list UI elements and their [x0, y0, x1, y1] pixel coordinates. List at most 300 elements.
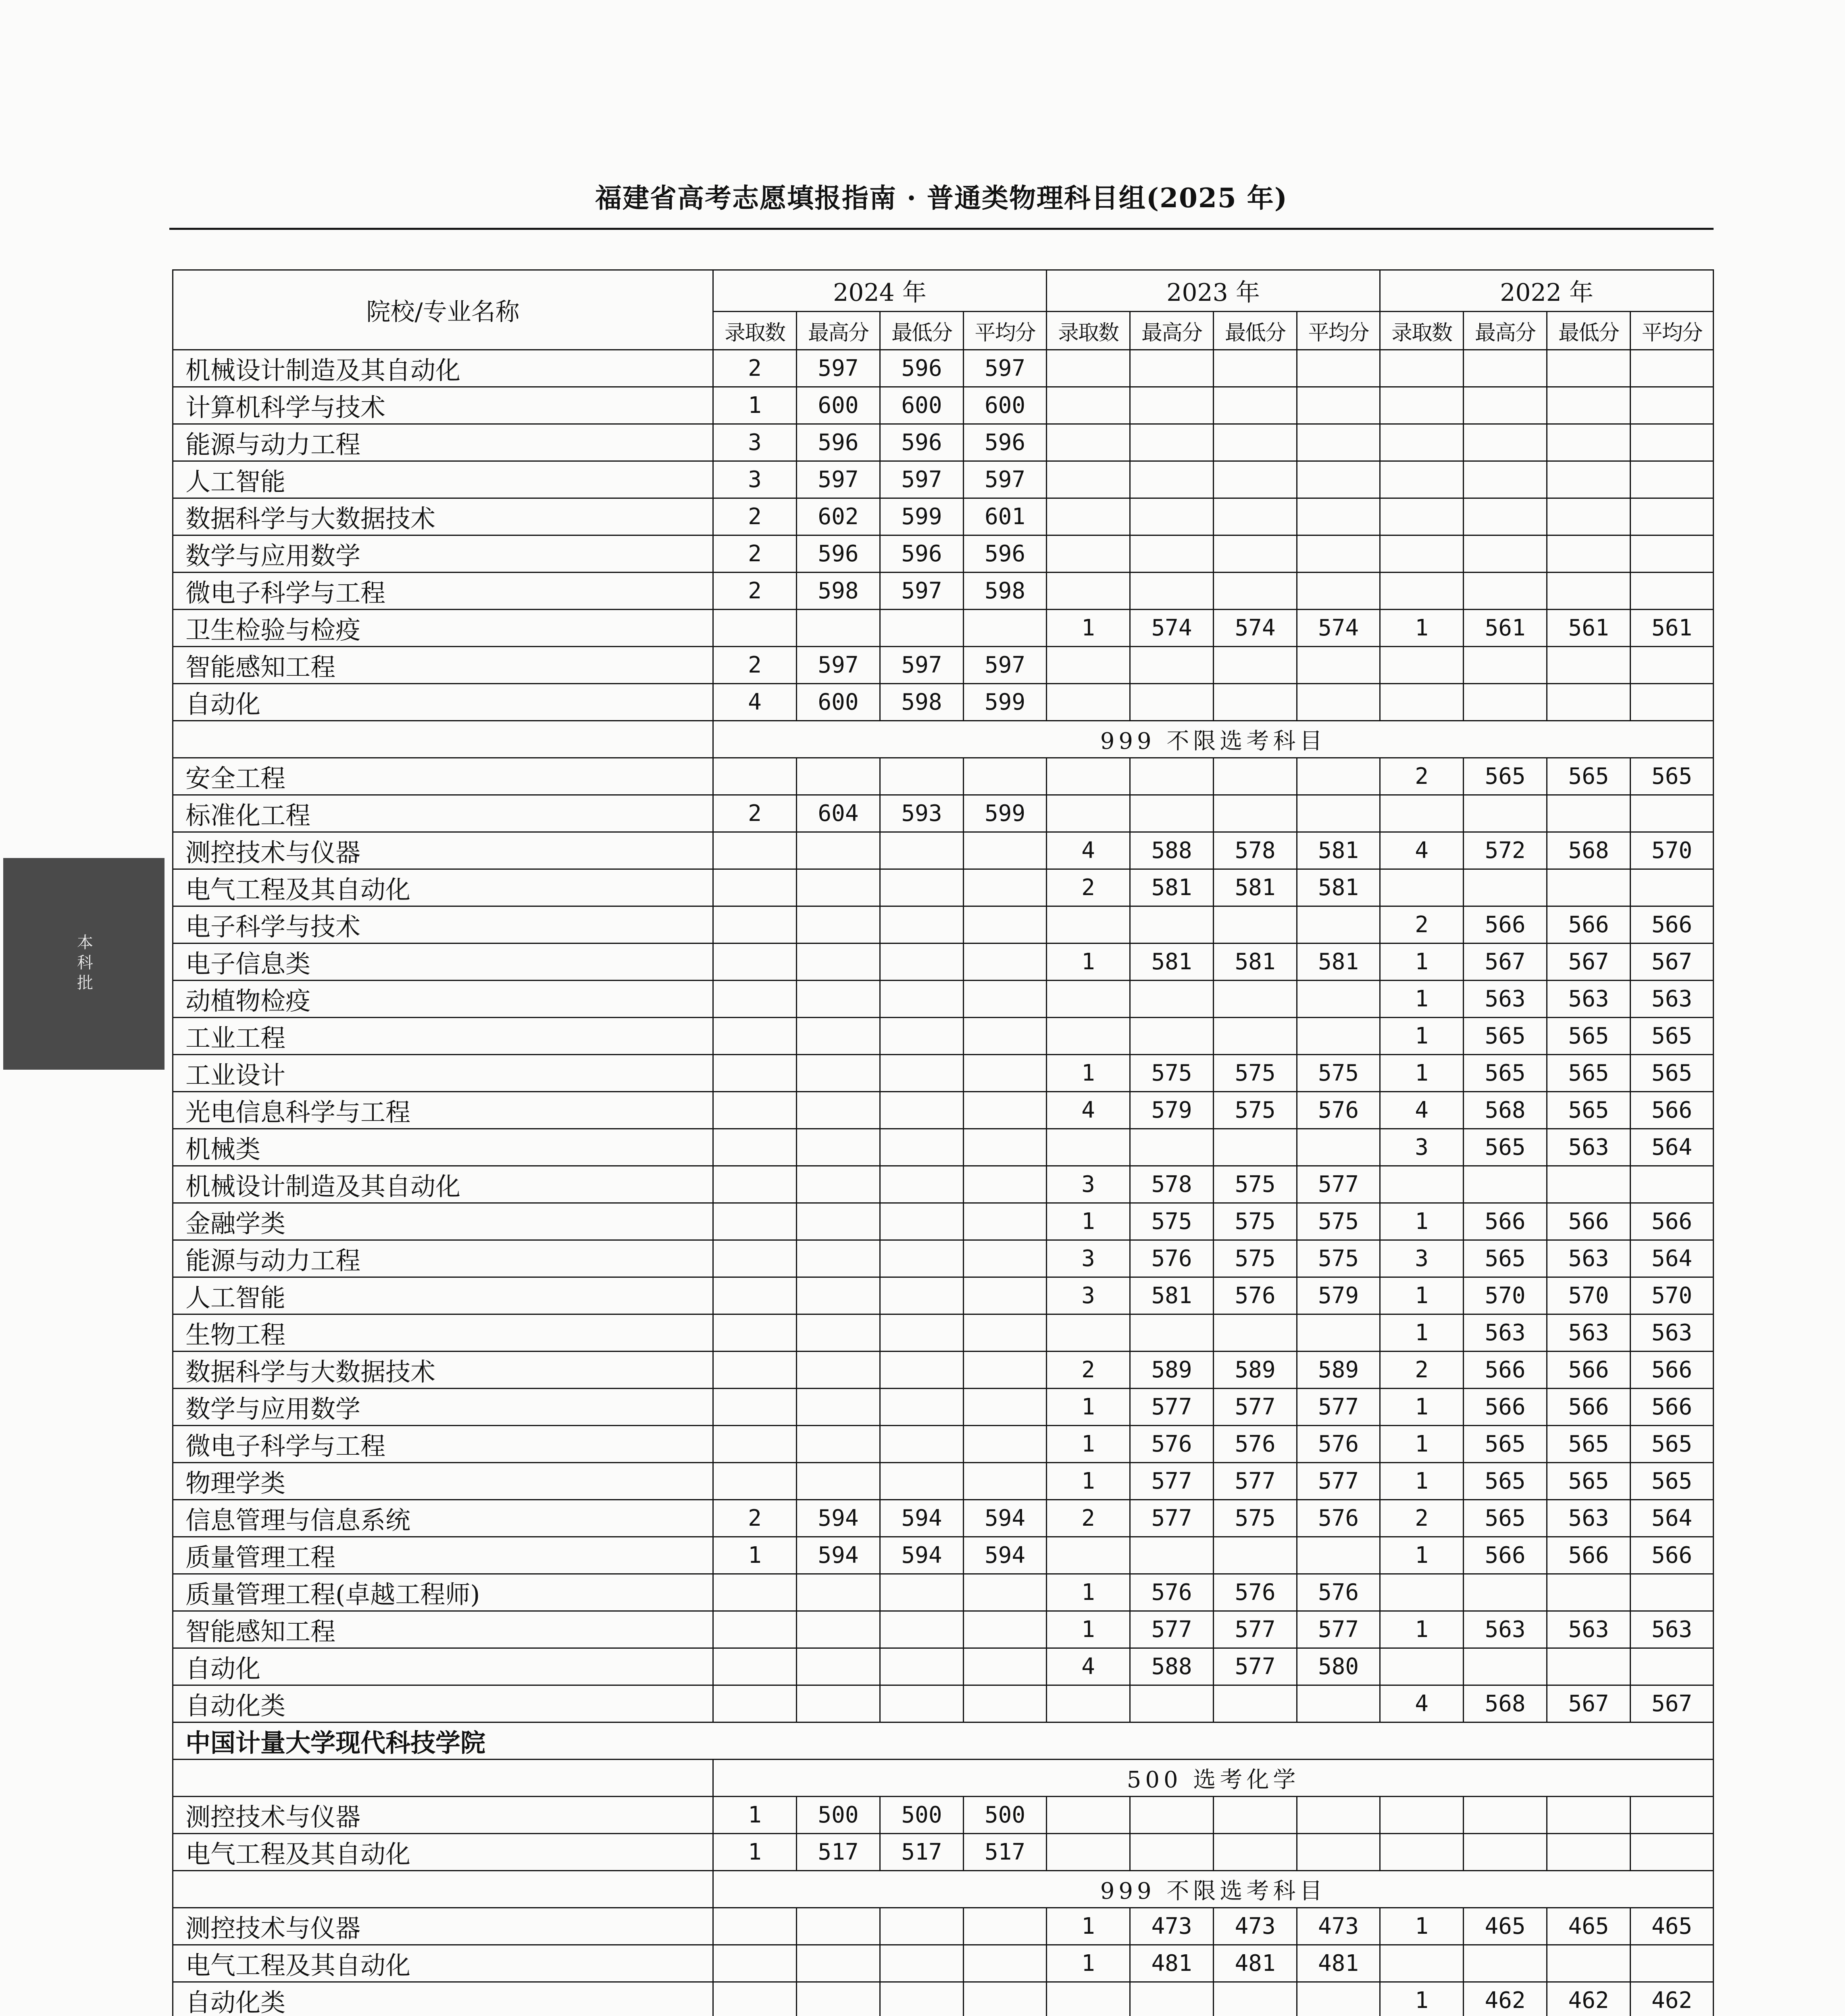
score-cell	[964, 1611, 1047, 1648]
score-cell: 578	[1214, 832, 1297, 869]
score-cell	[964, 1203, 1047, 1240]
score-cell: 462	[1631, 1982, 1714, 2016]
major-name: 电气工程及其自动化	[173, 1834, 713, 1871]
score-cell: 581	[1297, 869, 1380, 906]
score-cell	[797, 1018, 880, 1055]
score-cell: 576	[1130, 1426, 1214, 1463]
score-cell	[1547, 1574, 1631, 1611]
score-cell: 575	[1297, 1055, 1380, 1092]
score-cell	[797, 832, 880, 869]
score-cell	[1214, 424, 1297, 461]
score-cell	[1380, 1166, 1464, 1203]
score-cell: 1	[1047, 610, 1130, 647]
score-cell	[1547, 1834, 1631, 1871]
metric-header: 录取数	[713, 312, 797, 350]
score-cell	[880, 1018, 964, 1055]
score-cell	[1214, 1314, 1297, 1352]
score-cell	[1631, 461, 1714, 498]
score-cell	[1297, 1018, 1380, 1055]
metric-header: 平均分	[964, 312, 1047, 350]
score-cell: 566	[1547, 1203, 1631, 1240]
score-cell	[797, 1463, 880, 1500]
score-cell	[1297, 1314, 1380, 1352]
score-cell: 564	[1631, 1129, 1714, 1166]
major-name: 工业工程	[173, 1018, 713, 1055]
score-cell	[713, 1574, 797, 1611]
score-cell	[1047, 1834, 1130, 1871]
empty-cell	[173, 1760, 713, 1797]
score-cell	[880, 1314, 964, 1352]
score-cell	[1214, 535, 1297, 573]
major-name: 数据科学与大数据技术	[173, 498, 713, 535]
score-cell	[1297, 535, 1380, 573]
major-name: 质量管理工程	[173, 1537, 713, 1574]
score-cell	[1214, 1537, 1297, 1574]
score-cell	[964, 1426, 1047, 1463]
score-cell	[1047, 647, 1130, 684]
score-cell	[1380, 461, 1464, 498]
score-cell: 1	[1047, 1203, 1130, 1240]
metric-header: 最高分	[1130, 312, 1214, 350]
score-cell: 577	[1214, 1611, 1297, 1648]
score-cell	[880, 1277, 964, 1314]
score-cell	[964, 906, 1047, 943]
score-cell	[1547, 1797, 1631, 1834]
score-cell	[713, 1203, 797, 1240]
score-cell	[880, 1203, 964, 1240]
metric-header: 录取数	[1380, 312, 1464, 350]
score-cell: 594	[797, 1500, 880, 1537]
score-cell: 597	[880, 573, 964, 610]
score-cell: 577	[1130, 1463, 1214, 1500]
score-cell	[1464, 424, 1547, 461]
score-cell: 576	[1297, 1500, 1380, 1537]
metric-header: 最低分	[1547, 312, 1631, 350]
major-name: 测控技术与仪器	[173, 1797, 713, 1834]
major-name: 机械设计制造及其自动化	[173, 350, 713, 387]
score-cell: 576	[1297, 1092, 1380, 1129]
score-cell: 565	[1464, 1129, 1547, 1166]
score-cell: 575	[1130, 1055, 1214, 1092]
metric-header: 最低分	[880, 312, 964, 350]
table-row	[173, 461, 1714, 498]
score-cell	[713, 1129, 797, 1166]
score-cell: 2	[713, 1500, 797, 1537]
score-cell: 600	[880, 387, 964, 424]
school-name: 中国计量大学现代科技学院	[173, 1722, 1714, 1760]
score-cell	[1214, 1797, 1297, 1834]
score-cell: 1	[1380, 1055, 1464, 1092]
score-cell: 565	[1547, 1426, 1631, 1463]
score-cell: 581	[1130, 943, 1214, 981]
score-cell: 1	[1047, 1611, 1130, 1648]
score-cell: 597	[880, 461, 964, 498]
score-cell: 598	[880, 684, 964, 721]
score-cell: 594	[964, 1537, 1047, 1574]
major-name: 动植物检疫	[173, 981, 713, 1018]
score-cell: 570	[1631, 1277, 1714, 1314]
score-cell	[713, 943, 797, 981]
score-cell: 566	[1631, 1537, 1714, 1574]
table-row	[173, 535, 1714, 573]
score-cell: 563	[1464, 981, 1547, 1018]
score-cell: 570	[1631, 832, 1714, 869]
score-cell: 1	[1380, 981, 1464, 1018]
score-cell	[964, 1389, 1047, 1426]
score-cell	[1631, 1574, 1714, 1611]
score-cell	[1464, 535, 1547, 573]
score-cell	[1130, 981, 1214, 1018]
score-cell: 3	[713, 461, 797, 498]
score-cell: 574	[1214, 610, 1297, 647]
score-cell	[1047, 981, 1130, 1018]
score-cell: 563	[1547, 1314, 1631, 1352]
score-cell	[880, 610, 964, 647]
score-cell	[713, 610, 797, 647]
score-cell: 600	[797, 387, 880, 424]
score-cell: 588	[1130, 832, 1214, 869]
score-cell: 2	[713, 573, 797, 610]
score-cell: 597	[797, 350, 880, 387]
score-cell: 577	[1130, 1500, 1214, 1537]
score-cell: 567	[1631, 943, 1714, 981]
score-cell: 1	[1047, 1055, 1130, 1092]
score-cell	[1631, 1945, 1714, 1982]
score-cell: 566	[1464, 1389, 1547, 1426]
score-cell	[1380, 1834, 1464, 1871]
score-cell: 462	[1464, 1982, 1547, 2016]
score-cell: 565	[1464, 1426, 1547, 1463]
score-cell: 1	[713, 1834, 797, 1871]
score-cell: 575	[1214, 1500, 1297, 1537]
score-cell	[964, 1240, 1047, 1277]
score-cell: 597	[964, 461, 1047, 498]
metric-header: 最高分	[797, 312, 880, 350]
table-row	[173, 1389, 1714, 1426]
score-cell	[1464, 795, 1547, 832]
score-cell: 575	[1130, 1203, 1214, 1240]
score-cell	[1380, 795, 1464, 832]
score-cell	[713, 1982, 797, 2016]
score-cell	[880, 1352, 964, 1389]
score-cell: 568	[1547, 832, 1631, 869]
score-cell: 596	[797, 535, 880, 573]
score-cell	[1214, 647, 1297, 684]
score-cell: 589	[1297, 1352, 1380, 1389]
score-cell	[1547, 1945, 1631, 1982]
score-cell: 2	[713, 535, 797, 573]
score-cell	[797, 1166, 880, 1203]
score-cell	[1130, 1982, 1214, 2016]
score-cell	[1547, 647, 1631, 684]
subject-requirement: 999 不限选考科目	[713, 1871, 1714, 1908]
score-cell: 473	[1130, 1908, 1214, 1945]
score-cell	[964, 1648, 1047, 1685]
score-cell: 1	[713, 1797, 797, 1834]
score-cell: 3	[1047, 1240, 1130, 1277]
score-cell	[713, 1685, 797, 1722]
score-cell	[797, 1277, 880, 1314]
score-cell	[1214, 1982, 1297, 2016]
score-cell	[1547, 1166, 1631, 1203]
score-cell: 517	[964, 1834, 1047, 1871]
score-cell	[797, 610, 880, 647]
score-cell: 594	[797, 1537, 880, 1574]
table-row	[173, 387, 1714, 424]
score-cell: 566	[1631, 1352, 1714, 1389]
score-cell	[797, 1352, 880, 1389]
score-cell	[1297, 684, 1380, 721]
major-name: 微电子科学与工程	[173, 573, 713, 610]
score-cell: 566	[1547, 1352, 1631, 1389]
score-cell: 598	[964, 573, 1047, 610]
score-cell: 565	[1631, 1018, 1714, 1055]
score-cell	[964, 1982, 1047, 2016]
score-cell	[1631, 1834, 1714, 1871]
score-cell	[1464, 1574, 1547, 1611]
score-cell: 565	[1547, 1055, 1631, 1092]
major-name: 计算机科学与技术	[173, 387, 713, 424]
score-cell	[1214, 498, 1297, 535]
score-cell: 576	[1130, 1574, 1214, 1611]
score-cell	[713, 832, 797, 869]
score-cell: 566	[1464, 906, 1547, 943]
score-cell: 563	[1631, 1611, 1714, 1648]
score-cell	[1464, 1797, 1547, 1834]
score-cell	[1130, 461, 1214, 498]
score-cell	[964, 943, 1047, 981]
score-cell: 4	[1047, 832, 1130, 869]
score-cell: 599	[964, 684, 1047, 721]
score-cell: 577	[1130, 1611, 1214, 1648]
score-cell	[713, 1426, 797, 1463]
score-cell	[880, 1463, 964, 1500]
score-cell: 1	[1380, 1982, 1464, 2016]
table-row	[173, 1314, 1714, 1352]
score-cell	[713, 1611, 797, 1648]
score-cell: 599	[964, 795, 1047, 832]
score-cell: 3	[1380, 1129, 1464, 1166]
score-cell: 566	[1631, 1203, 1714, 1240]
score-cell: 565	[1547, 1092, 1631, 1129]
score-cell	[1047, 424, 1130, 461]
score-cell: 596	[964, 535, 1047, 573]
score-cell: 567	[1631, 1685, 1714, 1722]
score-cell: 1	[1380, 1426, 1464, 1463]
table-row	[173, 1611, 1714, 1648]
score-cell	[1380, 1574, 1464, 1611]
score-cell	[1130, 647, 1214, 684]
score-cell: 577	[1297, 1389, 1380, 1426]
score-cell: 593	[880, 795, 964, 832]
score-cell	[964, 1055, 1047, 1092]
table-row	[173, 1648, 1714, 1685]
score-cell	[964, 1945, 1047, 1982]
table-row	[173, 1945, 1714, 1982]
score-cell	[1464, 498, 1547, 535]
score-cell	[1631, 1797, 1714, 1834]
score-cell	[880, 981, 964, 1018]
score-cell	[797, 1945, 880, 1982]
score-cell: 3	[713, 424, 797, 461]
major-name: 电子信息类	[173, 943, 713, 981]
major-name: 安全工程	[173, 758, 713, 795]
score-cell	[1631, 684, 1714, 721]
major-name: 信息管理与信息系统	[173, 1500, 713, 1537]
score-cell: 588	[1130, 1648, 1214, 1685]
major-name: 测控技术与仪器	[173, 1908, 713, 1945]
score-cell: 565	[1631, 758, 1714, 795]
score-cell: 1	[1380, 1611, 1464, 1648]
score-cell	[1464, 387, 1547, 424]
score-cell	[713, 1648, 797, 1685]
score-cell	[1464, 1834, 1547, 1871]
score-cell	[880, 832, 964, 869]
score-cell: 597	[797, 461, 880, 498]
score-cell: 563	[1631, 1314, 1714, 1352]
score-cell: 1	[1380, 1018, 1464, 1055]
major-name: 电气工程及其自动化	[173, 1945, 713, 1982]
score-cell: 570	[1464, 1277, 1547, 1314]
score-cell	[1297, 1982, 1380, 2016]
score-cell	[1631, 424, 1714, 461]
table-row	[173, 758, 1714, 795]
major-name: 机械设计制造及其自动化	[173, 1166, 713, 1203]
score-cell	[797, 1685, 880, 1722]
score-cell: 4	[1380, 1685, 1464, 1722]
major-name: 数学与应用数学	[173, 1389, 713, 1426]
score-cell: 1	[1380, 1908, 1464, 1945]
score-cell	[964, 1463, 1047, 1500]
score-cell	[713, 1945, 797, 1982]
score-cell: 578	[1130, 1166, 1214, 1203]
score-cell: 2	[1047, 1352, 1130, 1389]
table-row	[173, 1685, 1714, 1722]
score-cell	[713, 1092, 797, 1129]
score-cell	[797, 1426, 880, 1463]
score-cell	[1380, 869, 1464, 906]
score-cell: 517	[797, 1834, 880, 1871]
score-cell: 1	[1047, 1945, 1130, 1982]
score-cell	[1380, 498, 1464, 535]
score-cell: 566	[1631, 1092, 1714, 1129]
score-cell	[797, 1314, 880, 1352]
score-cell: 589	[1130, 1352, 1214, 1389]
score-cell	[1464, 350, 1547, 387]
score-cell	[1380, 535, 1464, 573]
score-cell: 576	[1214, 1277, 1297, 1314]
score-cell: 577	[1297, 1463, 1380, 1500]
score-cell	[1380, 1945, 1464, 1982]
table-row	[173, 684, 1714, 721]
score-cell	[1547, 535, 1631, 573]
score-cell: 2	[1380, 758, 1464, 795]
score-cell	[880, 1166, 964, 1203]
score-cell	[1547, 424, 1631, 461]
score-cell	[1047, 758, 1130, 795]
table-row	[173, 1574, 1714, 1611]
score-cell: 594	[964, 1500, 1047, 1537]
score-cell	[713, 1018, 797, 1055]
score-cell	[1380, 350, 1464, 387]
metric-header: 最高分	[1464, 312, 1547, 350]
score-cell: 580	[1297, 1648, 1380, 1685]
score-cell	[964, 1166, 1047, 1203]
score-cell	[1631, 498, 1714, 535]
score-cell	[1047, 498, 1130, 535]
score-cell	[1464, 684, 1547, 721]
table-row	[173, 350, 1714, 387]
score-cell: 565	[1631, 1463, 1714, 1500]
score-cell: 579	[1297, 1277, 1380, 1314]
score-cell: 581	[1297, 943, 1380, 981]
score-cell: 575	[1214, 1166, 1297, 1203]
score-cell: 563	[1464, 1611, 1547, 1648]
score-cell: 576	[1214, 1574, 1297, 1611]
score-cell: 576	[1214, 1426, 1297, 1463]
score-cell	[1464, 461, 1547, 498]
score-cell: 1	[1047, 1426, 1130, 1463]
score-cell	[964, 869, 1047, 906]
score-cell: 566	[1547, 1537, 1631, 1574]
major-name: 标准化工程	[173, 795, 713, 832]
score-cell	[1297, 498, 1380, 535]
major-name: 卫生检验与检疫	[173, 610, 713, 647]
table-row	[173, 1166, 1714, 1203]
score-cell	[1214, 350, 1297, 387]
major-name: 自动化	[173, 1648, 713, 1685]
score-cell	[880, 1945, 964, 1982]
score-cell: 462	[1547, 1982, 1631, 2016]
score-cell: 567	[1547, 943, 1631, 981]
score-cell	[964, 1129, 1047, 1166]
metric-header: 最低分	[1214, 312, 1297, 350]
score-cell	[1047, 387, 1130, 424]
score-cell	[1130, 350, 1214, 387]
table-row	[173, 498, 1714, 535]
score-cell	[880, 1426, 964, 1463]
major-name: 人工智能	[173, 1277, 713, 1314]
score-cell	[1380, 387, 1464, 424]
score-cell: 2	[1047, 1500, 1130, 1537]
score-cell	[797, 869, 880, 906]
score-cell: 575	[1214, 1240, 1297, 1277]
score-cell: 473	[1297, 1908, 1380, 1945]
score-cell	[1464, 1166, 1547, 1203]
score-cell	[713, 1314, 797, 1352]
side-tab-label: 本科批	[74, 933, 93, 994]
score-cell	[1297, 350, 1380, 387]
score-cell	[1047, 1982, 1130, 2016]
header-divider	[169, 228, 1714, 230]
score-cell: 574	[1130, 610, 1214, 647]
score-cell: 4	[1380, 832, 1464, 869]
score-cell	[1047, 1129, 1130, 1166]
score-cell	[1130, 795, 1214, 832]
major-name: 电子科学与技术	[173, 906, 713, 943]
score-cell: 577	[1214, 1463, 1297, 1500]
year-header-row	[173, 270, 1714, 312]
table-row	[173, 1834, 1714, 1871]
score-cell: 602	[797, 498, 880, 535]
score-cell: 589	[1214, 1352, 1297, 1389]
score-cell	[1380, 1648, 1464, 1685]
score-cell: 596	[797, 424, 880, 461]
score-cell	[713, 1277, 797, 1314]
score-cell	[1464, 647, 1547, 684]
score-cell: 596	[880, 350, 964, 387]
score-cell: 601	[964, 498, 1047, 535]
